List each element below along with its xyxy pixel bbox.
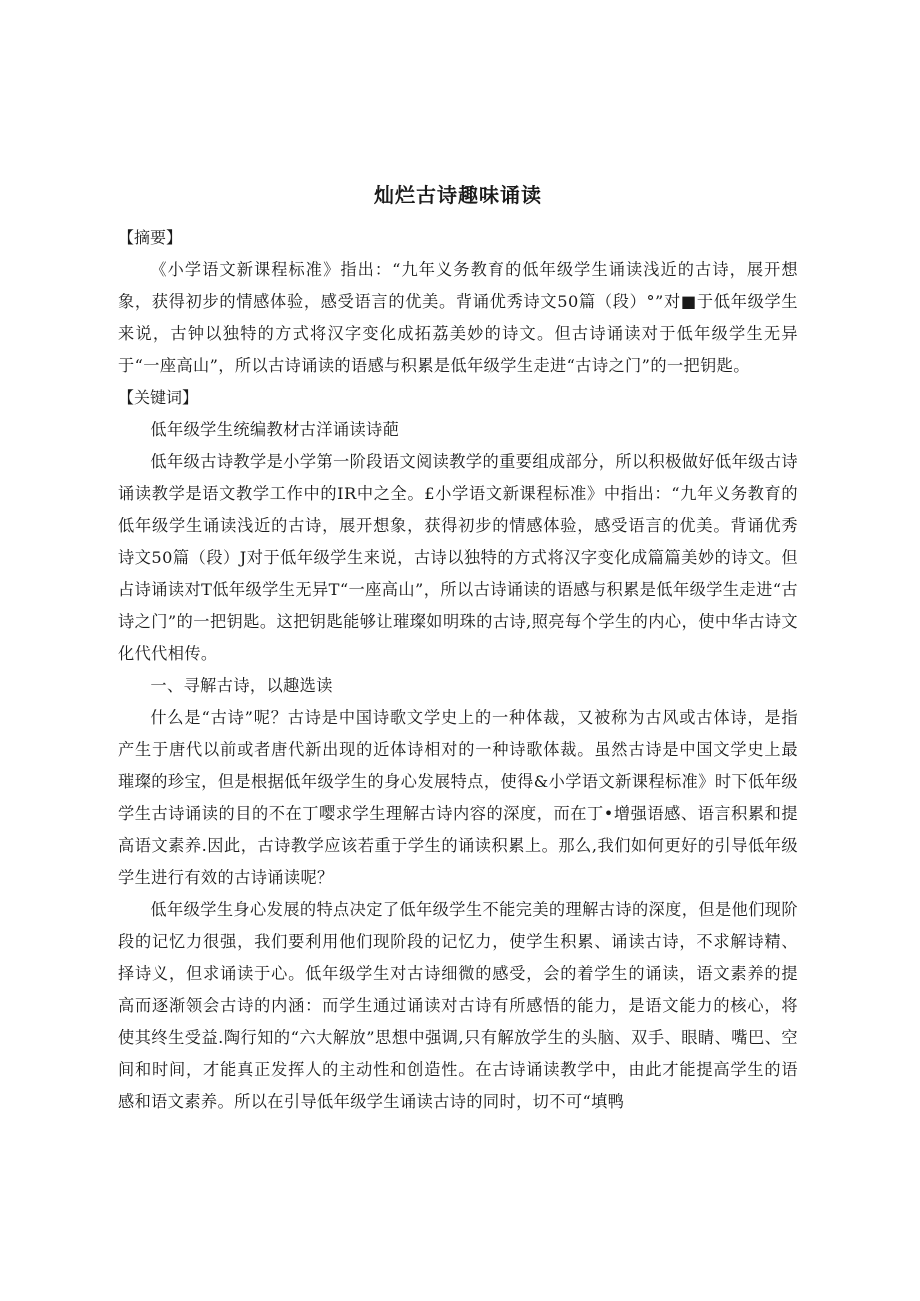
abstract-label: 【摘要】 [118, 228, 183, 247]
body-paragraph-intro: 低年级古诗教学是小学第一阶段语文阅读教学的重要组成部分，所以积极做好低年级古诗诵读教学是语文教学工作中的IR中之全。£小学语文新课程标准》中指出：“九年义务教育的低年级学生诵读浅近的古诗，展开想象，获得初步的情感体验，感受语言的优美。背诵优秀诗文50篇（段）J对于低年级学生来说，古诗以独特的方式将汉字变化成篇篇美妙的诗文。但占诗诵读对T低年级学生无异T“一座高山”，所以古诗诵读的语感与积累是低年级学生走进“古诗之门”的一把钥匙。这把钥匙能够让璀璨如明珠的古诗,照亮每个学生的内心，使中华古诗文化代代相传。 [118, 452, 798, 663]
section-heading-1: 一、寻解古诗，以趣选读 [150, 676, 333, 695]
keywords-label: 【关键词】 [118, 388, 199, 407]
body-paragraph-memory-recitation: 低年级学生身心发展的特点决定了低年级学生不能完美的理解古诗的深度，但是他们现阶段的记忆力很强，我们要利用他们现阶段的记忆力，使学生积累、诵读古诗，不求解诗精、择诗义，但求诵读于心。低年级学生对古诗细微的感受，会的着学生的诵读，语文素养的提高而逐渐领会古诗的内涵：而学生通过诵读对古诗有所感悟的能力，是语文能力的核心，将使其终生受益.陶行知的“六大解放”思想中强调,只有解放学生的头脑、双手、眼睛、嘴巴、空间和时间，才能真正发挥人的主动性和创造性。在古诗诵读教学中，由此才能提高学生的语感和语文素养。所以在引导低年级学生诵读古诗的同时，切不可“填鸭 [118, 900, 798, 1111]
body-paragraph-what-is-ancient-poetry: 什么是“古诗”呢？古诗是中国诗歌文学史上的一种体裁，又被称为古风或古体诗，是指产生于唐代以前或者唐代新出现的近体诗相对的一种诗歌体裁。虽然古诗是中国文学史上最璀璨的珍宝，但是根据低年级学生的身心发展特点，使得&小学语文新课程标准》时下低年级学生古诗诵读的目的不在丁嘤求学生理解古诗内容的深度，而在丁•增强语感、语言积累和提高语文素养.因此，古诗教学应该若重于学生的诵读积累上。那么,我们如何更好的引导低年级学生进行有效的古诗诵读呢？ [118, 708, 798, 887]
document-page [118, 178, 798, 1118]
document-title: 灿烂古诗趣味诵读 [374, 183, 542, 207]
keywords-text: 低年级学生统编教材古洋诵读诗葩 [150, 420, 400, 439]
abstract-paragraph: 《小学语文新课程标准》指出：“九年义务教育的低年级学生诵读浅近的古诗，展开想象，获得初步的情感体验，感受语言的优美。背诵优秀诗文50篇（段）°”对■于低年级学生来说，古钟以独特的方式将汉字变化成拓荔美妙的诗文。但古诗诵读对于低年级学生无异于“一座高山”，所以古诗诵读的语感与积累是低年级学生走进“古诗之门”的一把钥匙。 [118, 260, 798, 375]
